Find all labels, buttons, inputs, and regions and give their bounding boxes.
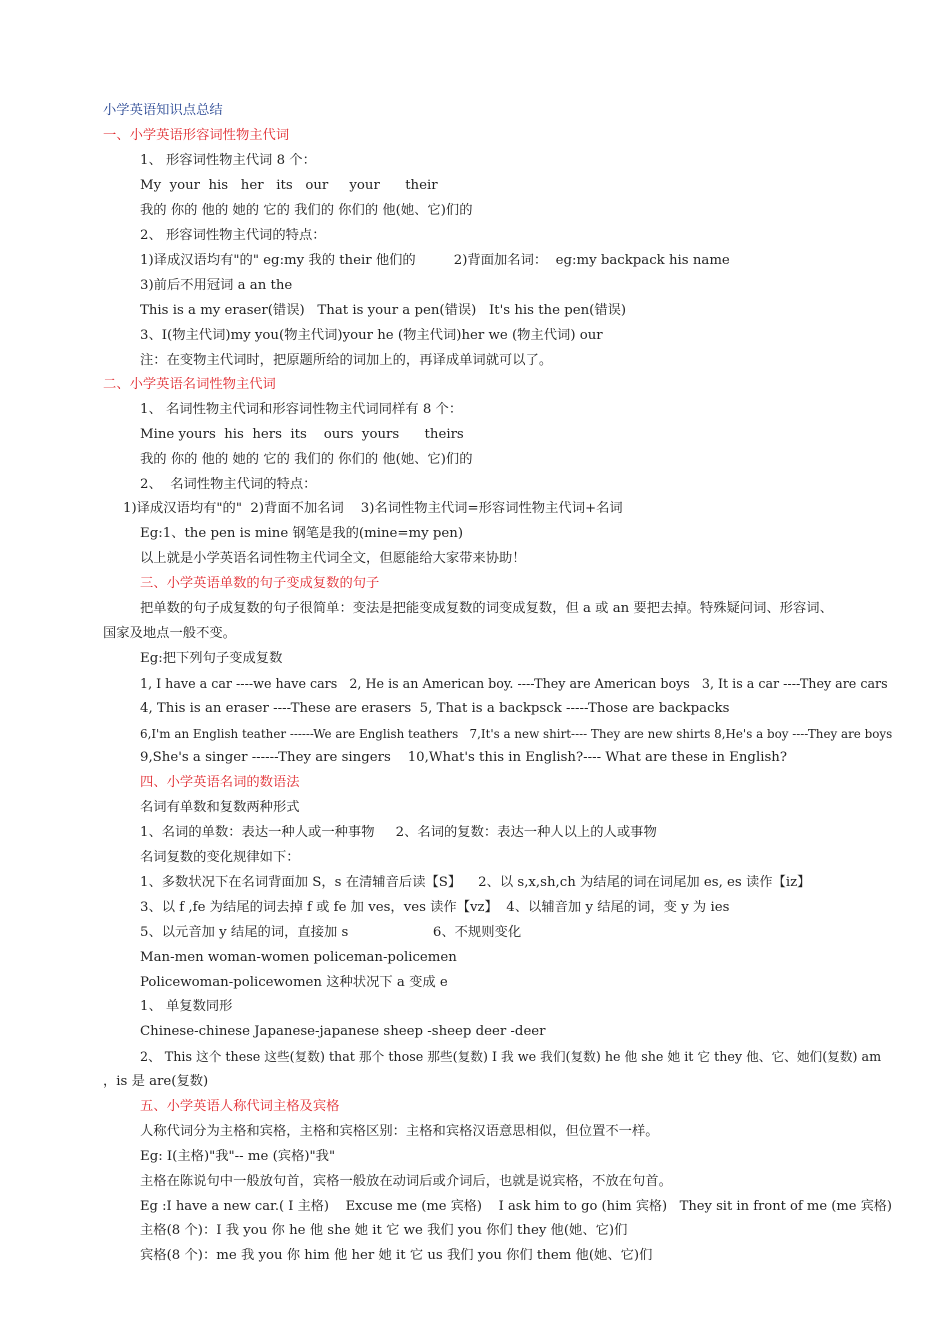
text-line: Policewoman-policewomen 这种状况下 a 变成 e bbox=[140, 975, 448, 990]
section-heading-4: 四、小学英语名词的数语法 bbox=[140, 775, 300, 790]
text-line: 2、 形容词性物主代词的特点： bbox=[140, 228, 326, 243]
text-line: 我的 你的 他的 她的 它的 我们的 你们的 他(她、它)们的 bbox=[140, 203, 473, 218]
text-line: 名词复数的变化规律如下： bbox=[140, 850, 300, 865]
section-heading-2: 二、小学英语名词性物主代词 bbox=[103, 377, 276, 392]
text-line: 2、 名词性物主代词的特点： bbox=[140, 477, 317, 492]
text-line: 1、 单复数同形 bbox=[140, 999, 233, 1014]
text-line: 把单数的句子成复数的句子很简单：变法是把能变成复数的词变成复数，但 a 或 an 要把去掉。特殊疑问词、形容词、 bbox=[140, 601, 833, 616]
text-line: 1、 名词性物主代词和形容词性物主代词同样有 8 个： bbox=[140, 402, 463, 417]
text-line: 1、名词的单数：表达一种人或一种事物 2、名词的复数：表达一种人以上的人或事物 bbox=[140, 825, 657, 840]
text-line: 宾格(8 个)：me 我 you 你 him 他 her 她 it 它 us 我们 you 你们 them 他(她、它)们 bbox=[140, 1248, 653, 1263]
text-line: Eg: I(主格)"我"-- me (宾格)"我" bbox=[140, 1149, 336, 1164]
text-line: Mine yours his hers its ours yours theirs bbox=[140, 427, 464, 442]
text-line: 2、 This 这个 these 这些(复数) that 那个 those 那些(复数) I 我 we 我们(复数) he 他 she 她 it 它 they 他、它、她们(复数) am bbox=[140, 1049, 882, 1064]
text-line: ，is 是 are(复数) bbox=[103, 1074, 209, 1089]
text-line: Chinese-chinese Japanese-japanese sheep -sheep deer -deer bbox=[140, 1024, 546, 1039]
text-line: 1)译成汉语均有"的" eg:my 我的 their 他们的 2)背面加名词： eg:my backpack his name bbox=[140, 253, 730, 268]
text-line: This is a my eraser(错误) That is your a pen(错误) It's his the pen(错误) bbox=[140, 303, 627, 318]
text-line: 3、I(物主代词)my you(物主代词)your he (物主代词)her we (物主代词) our bbox=[140, 328, 603, 343]
text-line: 1)译成汉语均有"的" 2)背面不加名词 3)名词性物主代词=形容词性物主代词+名词 bbox=[123, 501, 623, 516]
section-heading-5: 五、小学英语人称代词主格及宾格 bbox=[140, 1099, 340, 1114]
text-line: 1, I have a car ----we have cars 2, He is an American boy. ----They are American boys 3, It is a car ----They are cars bbox=[140, 676, 888, 691]
text-line: Man-men woman-women policeman-policemen bbox=[140, 950, 457, 965]
text-line: 4, This is an eraser ----These are erasers 5, That is a backpsck -----Those are backpacks bbox=[140, 701, 730, 716]
text-line: 主格在陈说句中一般放句首，宾格一般放在动词后或介词后，也就是说宾格，不放在句首。 bbox=[140, 1174, 672, 1189]
text-line: 人称代词分为主格和宾格，主格和宾格区别：主格和宾格汉语意思相似，但位置不一样。 bbox=[140, 1124, 659, 1139]
text-line: 注：在变物主代词时，把原题所给的词加上的，再译成单词就可以了。 bbox=[140, 353, 553, 368]
text-line: 9,She's a singer ------They are singers 10,What's this in English?---- What are these in English? bbox=[140, 750, 787, 765]
text-line: Eg :I have a new car.( I 主格) Excuse me (me 宾格) I ask him to go (him 宾格) They sit in front of me (me 宾格) bbox=[140, 1199, 892, 1214]
text-line: 名词有单数和复数两种形式 bbox=[140, 800, 300, 815]
text-line: 以上就是小学英语名词性物主代词全文，但愿能给大家带来协助！ bbox=[140, 551, 526, 566]
text-line: My your his her its our your their bbox=[140, 178, 438, 193]
text-line: 3、以 f ,fe 为结尾的词去掉 f 或 fe 加 ves，ves 读作【vz】 4、以辅音加 y 结尾的词，变 y 为 ies bbox=[140, 900, 730, 915]
text-line: 主格(8 个)：I 我 you 你 he 他 she 她 it 它 we 我们 you 你们 they 他(她、它)们 bbox=[140, 1223, 628, 1238]
text-line: 3)前后不用冠词 a an the bbox=[140, 278, 293, 293]
text-line: 我的 你的 他的 她的 它的 我们的 你们的 他(她、它)们的 bbox=[140, 452, 473, 467]
text-line: 1、 形容词性物主代词 8 个： bbox=[140, 153, 316, 168]
text-line: 5、以元音加 y 结尾的词，直接加 s 6、不规则变化 bbox=[140, 925, 522, 940]
text-line: Eg:把下列句子变成复数 bbox=[140, 651, 283, 666]
section-heading-1: 一、小学英语形容词性物主代词 bbox=[103, 128, 290, 143]
text-line: 国家及地点一般不变。 bbox=[103, 626, 236, 641]
section-heading-3: 三、小学英语单数的句子变成复数的句子 bbox=[140, 576, 380, 591]
document-title: 小学英语知识点总结 bbox=[103, 103, 223, 118]
text-line: 1、多数状况下在名词背面加 S，s 在清辅音后读【S】 2、以 s,x,sh,ch 为结尾的词在词尾加 es, es 读作【iz】 bbox=[140, 875, 811, 890]
text-line: Eg:1、the pen is mine 钢笔是我的(mine=my pen) bbox=[140, 526, 464, 541]
text-line: 6,I'm an English teather ------We are English teathers 7,It's a new shirt---- They are new shirts 8,He's a boy ----They are boys bbox=[140, 727, 893, 741]
